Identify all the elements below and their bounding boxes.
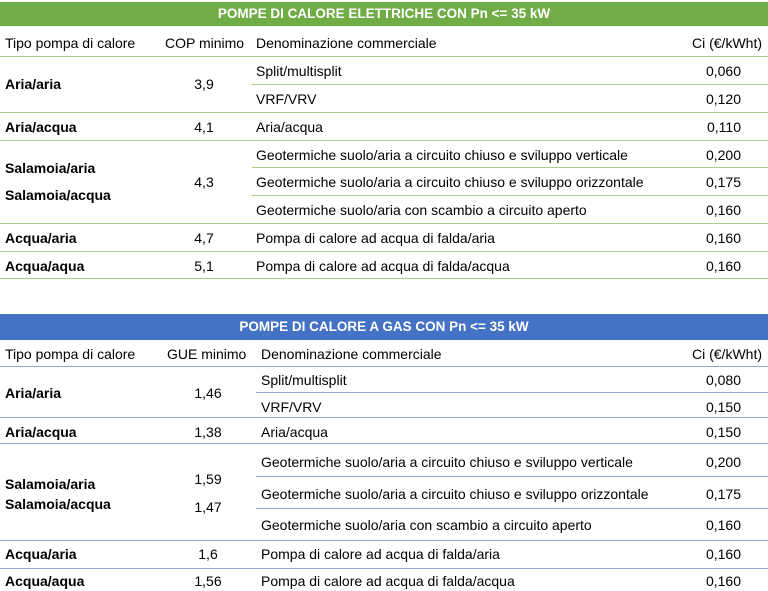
row-divider [256, 476, 768, 477]
col-header-min: GUE minimo [167, 346, 247, 362]
row-divider [0, 417, 768, 418]
gue-value: 1,46 [194, 385, 222, 401]
type-label: Aria/acqua [5, 119, 77, 135]
electric-heat-pump-table [0, 0, 768, 280]
commercial-name: Geotermiche suolo/aria a circuito chiuso e sviluppo orizzontale [256, 174, 644, 190]
commercial-name: Aria/acqua [256, 119, 323, 135]
commercial-name: VRF/VRV [261, 399, 322, 415]
table-title: POMPE DI CALORE ELETTRICHE CON Pn <= 35 kW [0, 2, 768, 26]
row-divider [0, 443, 768, 444]
type-label: Acqua/aqua [5, 258, 85, 274]
row-divider [0, 540, 768, 541]
commercial-name: Geotermiche suolo/aria a circuito chiuso e sviluppo orizzontale [261, 486, 649, 502]
commercial-name: Geotermiche suolo/aria con scambio a circuito aperto [261, 517, 592, 533]
col-header-ci: Ci (€/kWht) [692, 346, 762, 362]
type-label: Salamoia/aria [5, 160, 96, 176]
row-divider [0, 112, 768, 113]
row-divider [0, 56, 768, 57]
col-header-ci: Ci (€/kWht) [692, 35, 762, 51]
type-label: Salamoia/acqua [5, 187, 111, 203]
cop-value: 3,9 [194, 76, 214, 92]
type-label: Salamoia/aria [5, 476, 96, 492]
commercial-name: Split/multisplit [256, 63, 342, 79]
ci-value: 0,080 [705, 372, 741, 388]
cop-value: 4,7 [194, 230, 214, 246]
type-label: Acqua/aria [5, 546, 77, 562]
type-label: Acqua/aqua [5, 573, 85, 589]
col-header-name: Denominazione commerciale [261, 346, 442, 362]
row-divider [0, 278, 768, 279]
ci-value: 0,160 [705, 546, 741, 562]
commercial-name: Split/multisplit [261, 372, 347, 388]
row-divider [252, 195, 768, 196]
commercial-name: Pompa di calore ad acqua di falda/aria [256, 230, 495, 246]
row-divider [252, 84, 768, 85]
ci-value: 0,160 [705, 258, 741, 274]
table-title: POMPE DI CALORE A GAS CON Pn <= 35 kW [0, 314, 768, 340]
gue-value: 1,6 [198, 546, 218, 562]
row-divider [0, 366, 768, 367]
ci-value: 0,150 [705, 399, 741, 415]
ci-value: 0,120 [705, 91, 741, 107]
ci-value: 0,150 [705, 424, 741, 440]
ci-value: 0,200 [705, 454, 741, 470]
row-divider [0, 223, 768, 224]
commercial-name: VRF/VRV [256, 91, 317, 107]
commercial-name: Pompa di calore ad acqua di falda/acqua [256, 258, 510, 274]
gas-heat-pump-table [0, 312, 768, 591]
ci-value: 0,060 [705, 63, 741, 79]
gue-value: 1,56 [194, 573, 222, 589]
row-divider [256, 508, 768, 509]
commercial-name: Geotermiche suolo/aria a circuito chiuso e sviluppo verticale [256, 147, 628, 163]
row-divider [0, 568, 768, 569]
ci-value: 0,200 [705, 147, 741, 163]
ci-value: 0,175 [705, 486, 741, 502]
type-label: Aria/aria [5, 76, 62, 92]
row-divider [256, 392, 768, 393]
cop-value: 4,1 [194, 119, 214, 135]
commercial-name: Aria/acqua [261, 424, 328, 440]
commercial-name: Pompa di calore ad acqua di falda/aria [261, 546, 500, 562]
row-divider [0, 140, 768, 141]
row-divider [0, 251, 768, 252]
commercial-name: Geotermiche suolo/aria con scambio a circuito aperto [256, 202, 587, 218]
gue-value: 1,47 [194, 499, 222, 515]
type-label: Aria/aria [5, 385, 62, 401]
ci-value: 0,160 [705, 573, 741, 589]
commercial-name: Pompa di calore ad acqua di falda/acqua [261, 573, 515, 589]
col-header-type: Tipo pompa di calore [5, 346, 136, 362]
col-header-type: Tipo pompa di calore [5, 35, 136, 51]
ci-value: 0,160 [705, 517, 741, 533]
ci-value: 0,175 [705, 174, 741, 190]
col-header-min: COP minimo [165, 35, 245, 51]
ci-value: 0,160 [705, 230, 741, 246]
type-label: Salamoia/acqua [5, 496, 111, 512]
ci-value: 0,110 [707, 119, 741, 135]
col-header-name: Denominazione commerciale [256, 35, 437, 51]
commercial-name: Geotermiche suolo/aria a circuito chiuso e sviluppo verticale [261, 454, 633, 470]
type-label: Aria/acqua [5, 424, 77, 440]
cop-value: 5,1 [194, 258, 214, 274]
gue-value: 1,38 [194, 424, 222, 440]
gue-value: 1,59 [194, 471, 222, 487]
cop-value: 4,3 [194, 174, 214, 190]
type-label: Acqua/aria [5, 230, 77, 246]
ci-value: 0,160 [705, 202, 741, 218]
row-divider [252, 167, 768, 168]
